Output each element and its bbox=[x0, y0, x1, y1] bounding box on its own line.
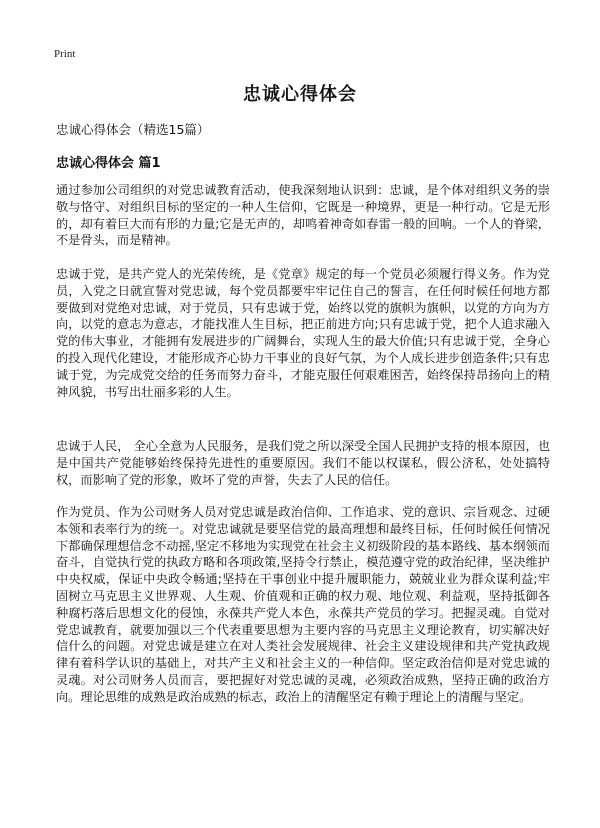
paragraph-3: 忠诚于人民， 全心全意为人民服务，是我们党之所以深受全国人民拥护支持的根本原因，也是中国共产党能够始终保持先进性的重要原因。我们不能以权谋私，假公济私，处处搞特权，而影响了党的形象，败坏了党的声誉，失去了人民的信任。 bbox=[56, 439, 550, 487]
paragraph-4: 作为党员、作为公司财务人员对党忠诚是政治信仰、工作追求、党的意识、宗旨观念、过硬本领和表率行为的统一。对党忠诚就是要坚信党的最高理想和最终目标，任何时候任何情况下都确保理想信念不动摇,坚定不移地为实现党在社会主义初级阶段的基本路线、基本纲领而奋斗，自觉执行党的执政方略和各项政策,坚持令行禁止，模范遵守党的政治纪律，坚决维护中央权威，保证中央政令畅通;坚持在干事创业中提升履职能力，兢兢业业为群众谋利益;牢固树立马克思主义世界观、人生观、价值观和正确的权力观、地位观、利益观，坚持抵御各种腐朽落后思想文化的侵蚀，永葆共产党人本色，永葆共产党员的学习。把握灵魂。自觉对党忠诚教育，就要加强以三个代表重要思想为主要内容的马克思主义理论教育，切实解决好信什么的问题。对党忠诚是建立在对人类社会发展规律、社会主义建设规律和共产党执政规律有着科学认识的基础上，对共产主义和社会主义的一种信仰。坚定政治信仰是对党忠诚的灵魂。对公司财务人员而言，要把握好对党忠诚的灵魂，必须政治成熟，坚持正确的政治方向。理论思维的成熟是政治成熟的标志，政治上的清醒坚定有赖于理论上的清醒与坚定。 bbox=[56, 505, 550, 704]
document-subtitle: 忠诚心得体会（精选15篇） bbox=[56, 122, 210, 137]
paragraph-2: 忠诚于党，是共产党人的光荣传统，是《党章》规定的每一个党员必须履行得义务。作为党员，入党之日就宣誓对党忠诚，每个党员都要牢牢记住自己的誓言，在任何时候任何地方都要做到对党绝对忠诚，对于党员，只有忠诚于党，始终以党的旗帜为旗帜，以党的方向为方向，以党的意志为意志，才能找准人生目标，把正前进方向;只有忠诚于党，把个人追求融入党的伟大事业，才能拥有发展进步的广阔舞台，实现人生的最大价值;只有忠诚于党，全身心的投入现代化建设，才能形成齐心协力干事业的良好气氛，为个人成长进步创造条件;只有忠诚于党，为完成党交给的任务而努力奋斗，才能克服任何艰难困苦，始终保持昂扬向上的精神风貌，书写出壮丽多彩的人生。 bbox=[56, 267, 550, 399]
document-title: 忠诚心得体会 bbox=[243, 84, 357, 105]
paragraph-1: 通过参加公司组织的对党忠诚教育活动，使我深刻地认识到：忠诚，是个体对组织义务的崇敬与恪守、对组织目标的坚定的一种人生信仰，它既是一种境界，更是一种行动。它是无形的，却有着巨大而有形的力量;它是无声的，却鸣着神奇如春雷一般的回响。一个人的脊梁，不是骨头，而是精神。 bbox=[56, 183, 550, 248]
print-label: Print bbox=[54, 48, 76, 60]
section-heading: 忠诚心得体会 篇1 bbox=[56, 156, 161, 171]
